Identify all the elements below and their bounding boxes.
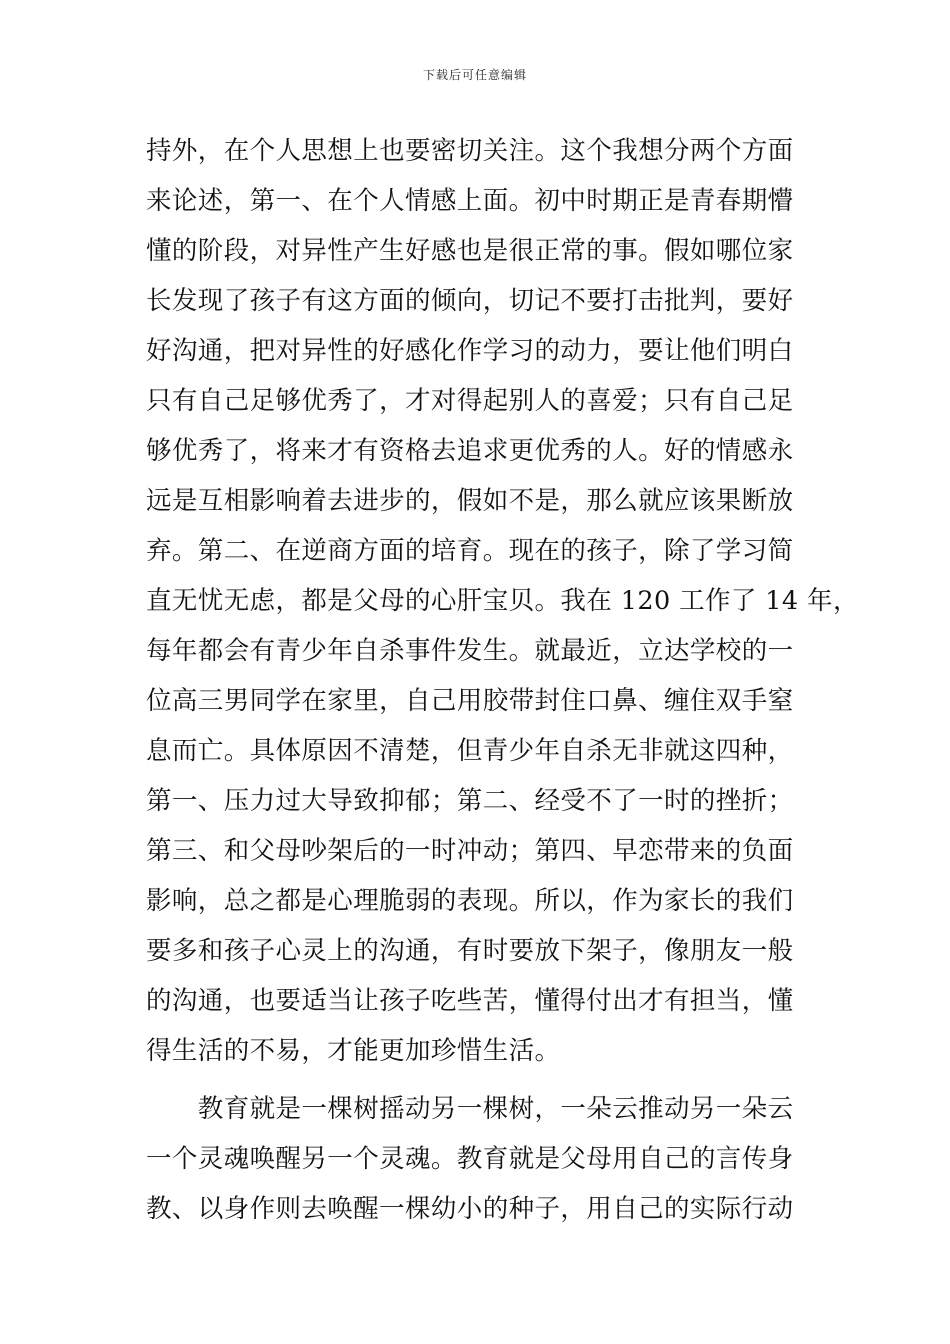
- text-line: 得生活的不易，才能更加珍惜生活。: [146, 1036, 561, 1066]
- text-line: 教育就是一棵树摇动另一棵树，一朵云推动另一朵云: [146, 1094, 794, 1124]
- text-line: 长发现了孩子有这方面的倾向，切记不要打击批判，要好: [146, 286, 794, 316]
- text-line: 一个灵魂唤醒另一个灵魂。教育就是父母用自己的言传身: [146, 1144, 794, 1174]
- text-line: 远是互相影响着去进步的，假如不是，那么就应该果断放: [146, 486, 794, 516]
- document-body: [146, 126, 859, 1234]
- paragraph-gap: [146, 1076, 826, 1084]
- page-header: 下载后可任意编辑: [422, 68, 527, 82]
- text-line: 只有自己足够优秀了，才对得起别人的喜爱；只有自己足: [146, 386, 794, 416]
- text-line: 教、以身作则去唤醒一棵幼小的种子，用自己的实际行动: [146, 1194, 794, 1224]
- paragraph-1: [146, 126, 859, 1076]
- text-line: 好沟通，把对异性的好感化作学习的动力，要让他们明白: [146, 336, 794, 366]
- text-line: 每年都会有青少年自杀事件发生。就最近，立达学校的一: [146, 636, 794, 666]
- text-line: 影响，总之都是心理脆弱的表现。所以，作为家长的我们: [146, 886, 794, 916]
- text-line: 够优秀了，将来才有资格去追求更优秀的人。好的情感永: [146, 436, 794, 466]
- text-line: 直无忧无虑，都是父母的心肝宝贝。我在 120 工作了 14 年，: [146, 586, 859, 616]
- text-line: 的沟通，也要适当让孩子吃些苦，懂得付出才有担当，懂: [146, 986, 794, 1016]
- paragraph-2: [146, 1084, 826, 1234]
- text-line: 来论述，第一、在个人情感上面。初中时期正是青春期懵: [146, 186, 794, 216]
- text-line: 弃。第二、在逆商方面的培育。现在的孩子，除了学习简: [146, 536, 794, 566]
- text-line: 位高三男同学在家里，自己用胶带封住口鼻、缠住双手窒: [146, 686, 794, 716]
- text-line: 持外，在个人思想上也要密切关注。这个我想分两个方面: [146, 136, 794, 166]
- text-line: 息而亡。具体原因不清楚，但青少年自杀无非就这四种，: [146, 736, 794, 766]
- text-line: 第三、和父母吵架后的一时冲动；第四、早恋带来的负面: [146, 836, 794, 866]
- text-line: 懂的阶段，对异性产生好感也是很正常的事。假如哪位家: [146, 236, 794, 266]
- text-line: 要多和孩子心灵上的沟通，有时要放下架子，像朋友一般: [146, 936, 794, 966]
- text-line: 第一、压力过大导致抑郁；第二、经受不了一时的挫折；: [146, 786, 794, 816]
